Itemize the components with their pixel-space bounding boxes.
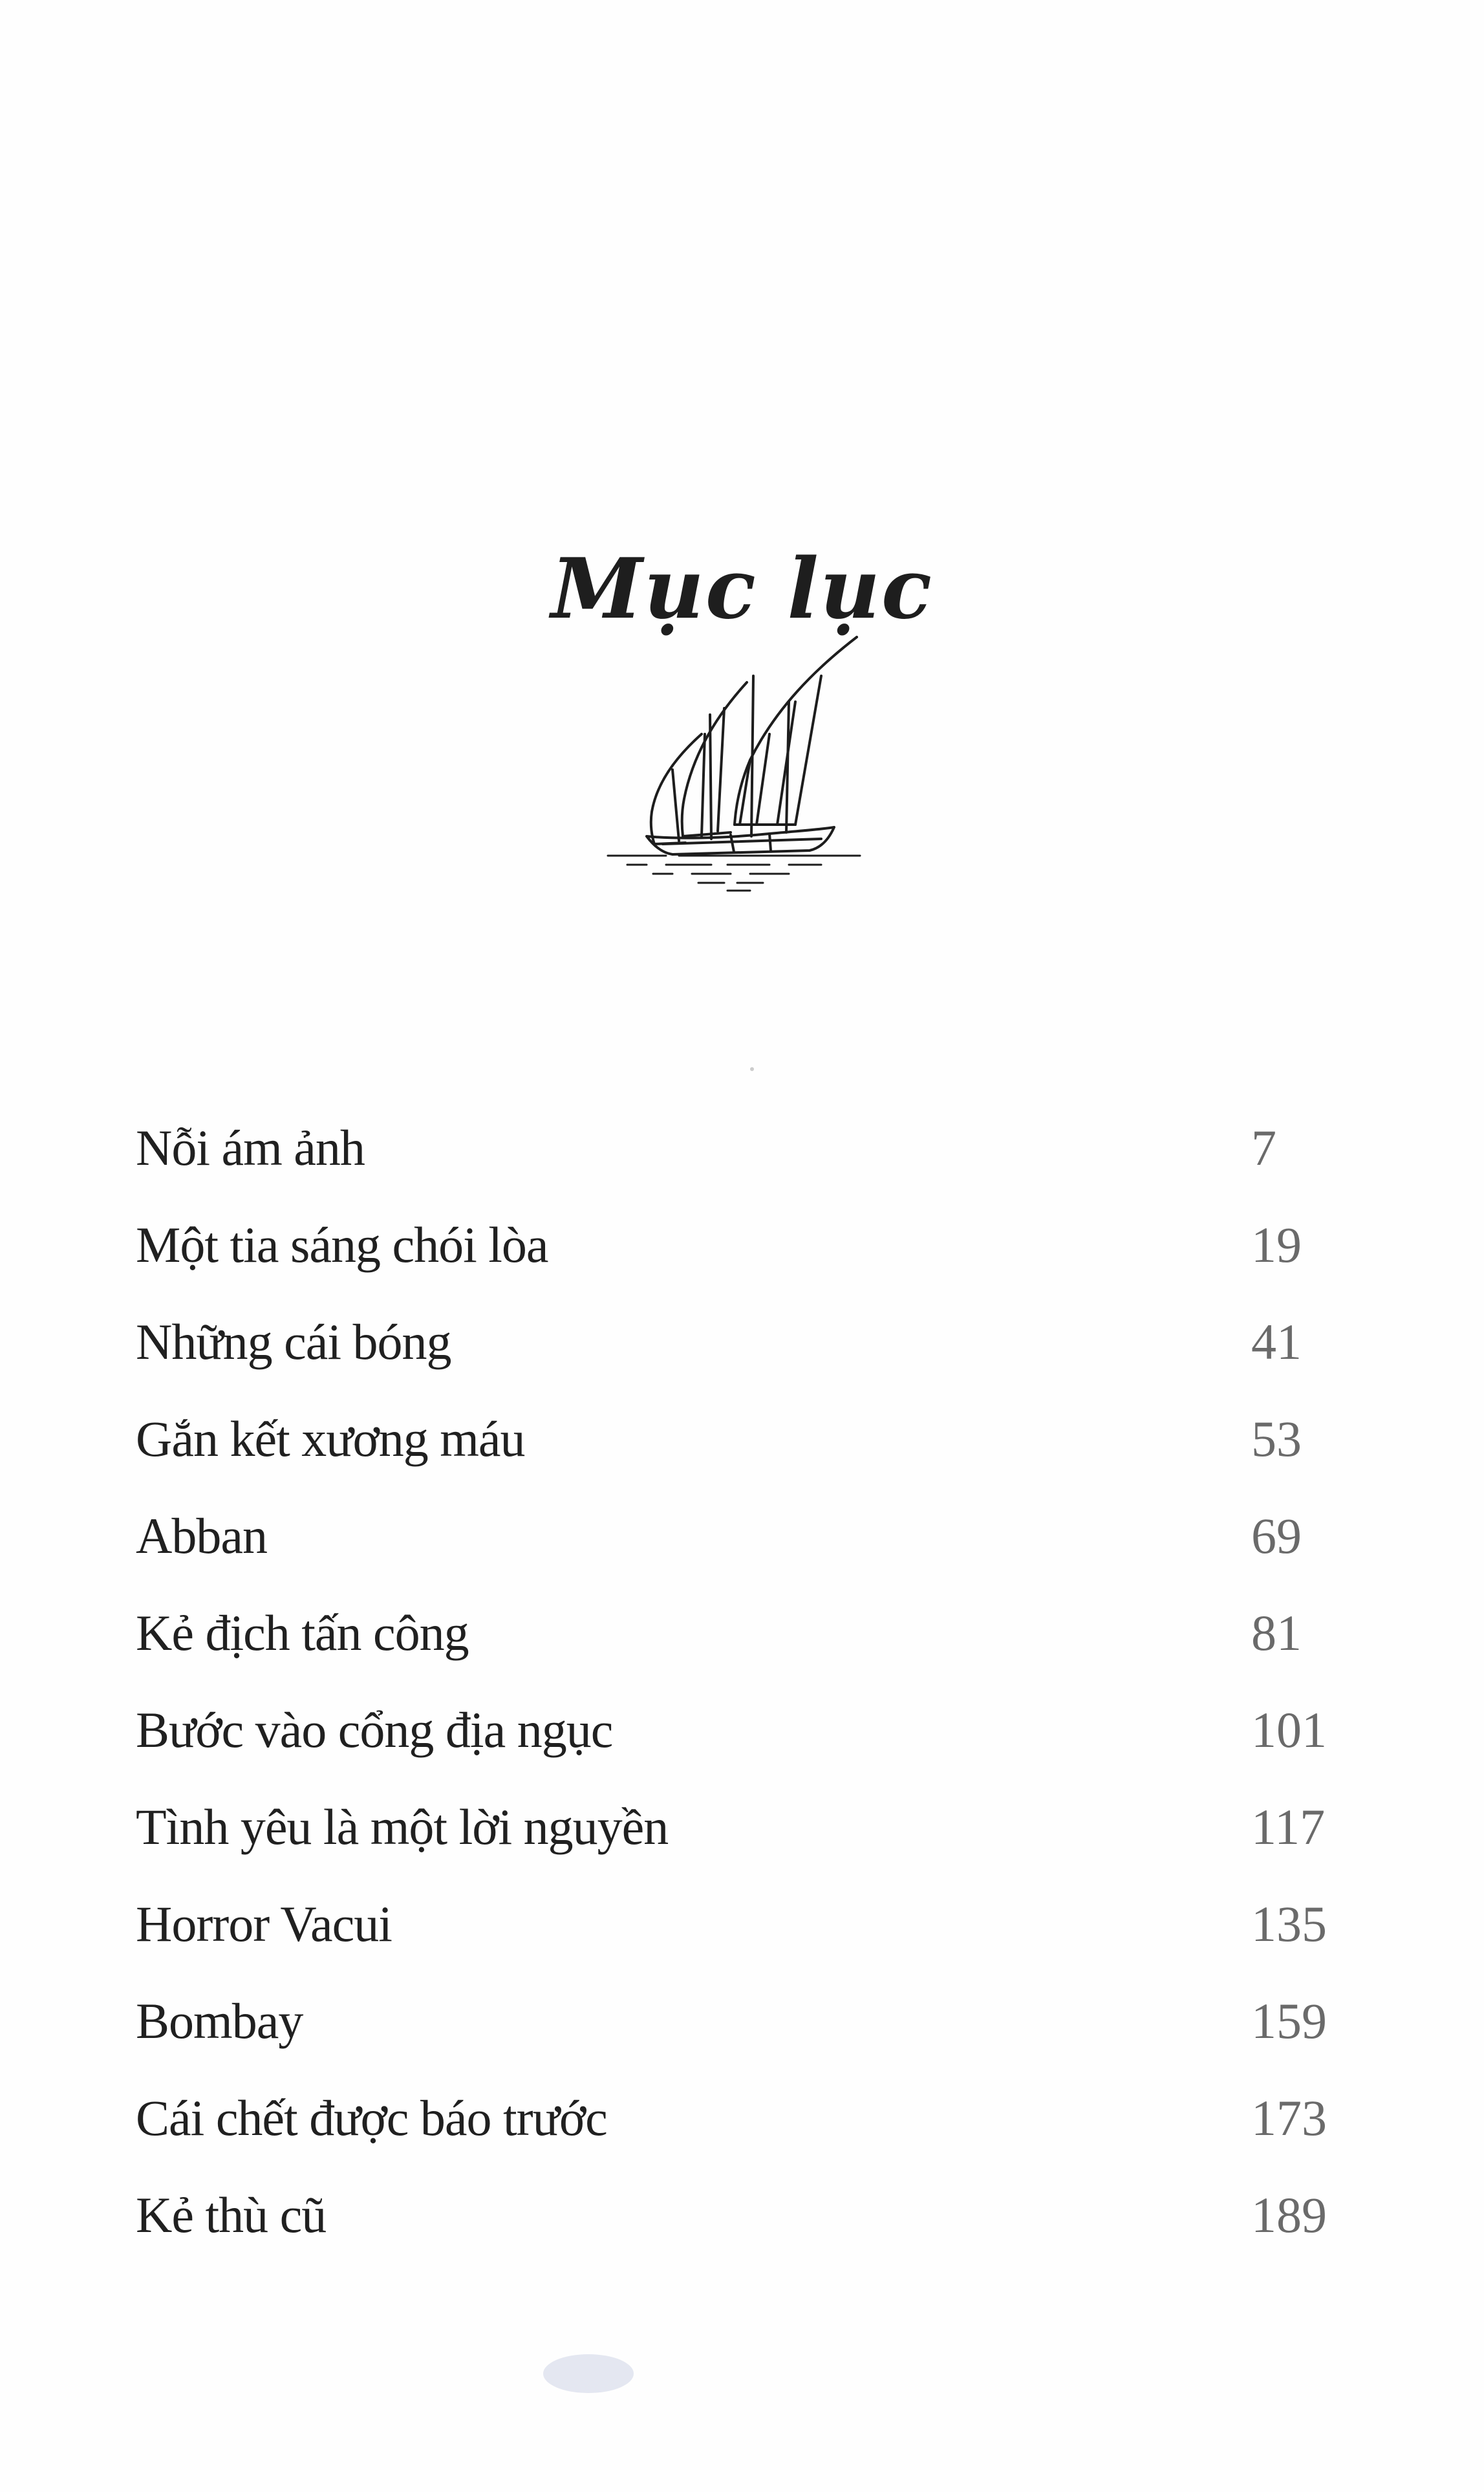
toc-entry[interactable]	[0, 1585, 1484, 1682]
toc-entry-page: 41	[1251, 1314, 1302, 1370]
toc-entry-title: Những cái bóng	[136, 1314, 451, 1370]
toc-entry-page: 7	[1251, 1120, 1276, 1176]
toc-entry-title: Kẻ thù cũ	[136, 2187, 327, 2243]
toc-entry-title: Kẻ địch tấn công	[136, 1605, 469, 1661]
toc-entry[interactable]	[0, 1779, 1484, 1876]
toc-entry-page: 135	[1251, 1896, 1327, 1952]
toc-entry[interactable]	[0, 2167, 1484, 2264]
toc-entry-title: Horror Vacui	[136, 1896, 392, 1952]
toc-entry-page: 81	[1251, 1605, 1302, 1661]
toc-entry[interactable]	[0, 1682, 1484, 1779]
toc-entry-title: Gắn kết xương máu	[136, 1411, 525, 1467]
toc-entry[interactable]	[0, 1197, 1484, 1294]
toc-entry-title: Nỗi ám ảnh	[136, 1120, 365, 1176]
toc-entry-title: Tình yêu là một lời nguyền	[136, 1799, 669, 1855]
toc-entry-page: 173	[1251, 2090, 1327, 2146]
toc-entry-title: Một tia sáng chói lòa	[136, 1217, 548, 1273]
toc-entry-page: 19	[1251, 1217, 1302, 1273]
toc-entry[interactable]	[0, 1294, 1484, 1391]
toc-entry[interactable]	[0, 1488, 1484, 1585]
toc-entry[interactable]	[0, 2070, 1484, 2167]
toc-entry[interactable]	[0, 1876, 1484, 1973]
sailing-ship-icon	[601, 631, 886, 896]
toc-entry-page: 69	[1251, 1508, 1302, 1564]
toc-entry[interactable]	[0, 1100, 1484, 1197]
toc-entry-page: 159	[1251, 1993, 1327, 2049]
toc-entry-title: Cái chết được báo trước	[136, 2090, 607, 2146]
toc-entry-title: Abban	[136, 1508, 267, 1564]
toc-entry-page: 117	[1251, 1799, 1326, 1855]
toc-entry-title: Bước vào cổng địa ngục	[136, 1702, 613, 1758]
toc-entry[interactable]	[0, 1391, 1484, 1488]
toc-entry-page: 189	[1251, 2187, 1327, 2243]
paper-speck	[543, 2354, 634, 2393]
toc-entry-title: Bombay	[136, 1993, 303, 2049]
toc-entry[interactable]	[0, 1973, 1484, 2070]
toc-entry-page: 101	[1251, 1702, 1327, 1758]
paper-speck	[750, 1067, 754, 1071]
page-title: Mục lục	[551, 540, 933, 638]
toc-entry-page: 53	[1251, 1411, 1302, 1467]
